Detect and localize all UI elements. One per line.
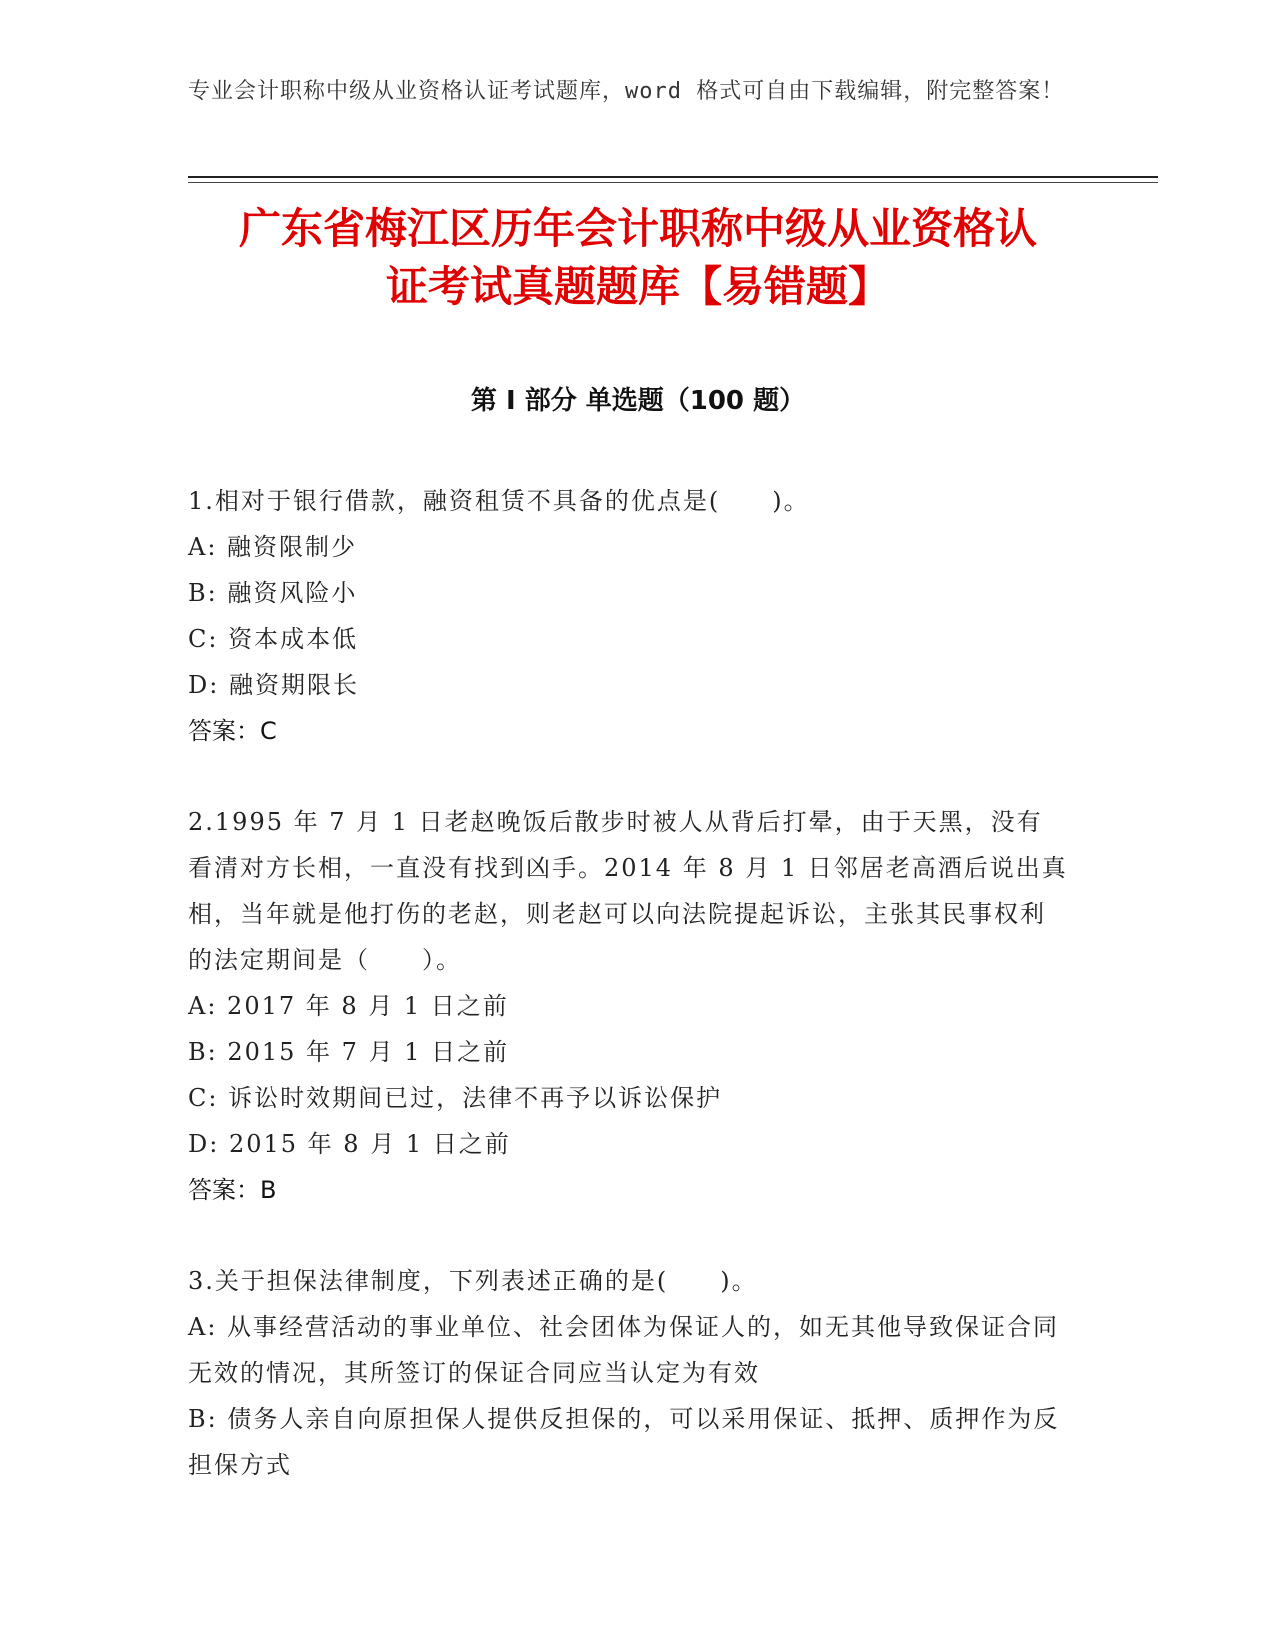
question-1 <box>188 478 1068 754</box>
option-c: C: 诉讼时效期间已过，法律不再予以诉讼保护 <box>188 1084 723 1112</box>
option-a: A: 2017 年 8 月 1 日之前 <box>188 992 509 1020</box>
question-stem: 2.1995 年 7 月 1 日老赵晚饭后散步时被人从背后打晕，由于天黑，没有看清对方长相，一直没有找到凶手。2014 年 8 月 1 日邻居老高酒后说出真相，当年就是他打伤的老赵，则老赵可以向法院提起诉讼，主张其民事权利的法定期间是（ ）。 <box>188 808 1068 974</box>
option-b: B: 2015 年 7 月 1 日之前 <box>188 1038 510 1066</box>
question-2 <box>188 799 1068 1213</box>
option-a: A: 融资限制少 <box>188 533 358 561</box>
section-title: 第 I 部分 单选题（100 题） <box>470 386 806 416</box>
document-title <box>188 200 1088 316</box>
answer-line: 答案：C <box>188 717 277 745</box>
option-b: B: 融资风险小 <box>188 579 358 607</box>
option-a: A: 从事经营活动的事业单位、社会团体为保证人的，如无其他导致保证合同无效的情况，其所签订的保证合同应当认定为有效 <box>188 1313 1060 1387</box>
question-list <box>188 478 1068 1488</box>
document-title-line-1: 广东省梅江区历年会计职称中级从业资格认 <box>238 204 1037 253</box>
option-d: D: 融资期限长 <box>188 671 359 699</box>
document-title-line-2: 证考试真题题库【易错题】 <box>385 262 890 311</box>
header-rule-thick <box>188 176 1158 178</box>
question-stem: 1.相对于银行借款，融资租赁不具备的优点是( )。 <box>188 487 810 515</box>
option-c: C: 资本成本低 <box>188 625 359 653</box>
answer-line: 答案：B <box>188 1176 277 1204</box>
question-stem: 3.关于担保法律制度，下列表述正确的是( )。 <box>188 1267 758 1295</box>
header-note: 专业会计职称中级从业资格认证考试题库，word 格式可自由下载编辑，附完整答案！ <box>188 79 1065 104</box>
header-rule-thin <box>188 182 1158 183</box>
option-d: D: 2015 年 8 月 1 日之前 <box>188 1130 511 1158</box>
question-3 <box>188 1258 1068 1488</box>
option-b: B: 债务人亲自向原担保人提供反担保的，可以采用保证、抵押、质押作为反担保方式 <box>188 1405 1060 1479</box>
